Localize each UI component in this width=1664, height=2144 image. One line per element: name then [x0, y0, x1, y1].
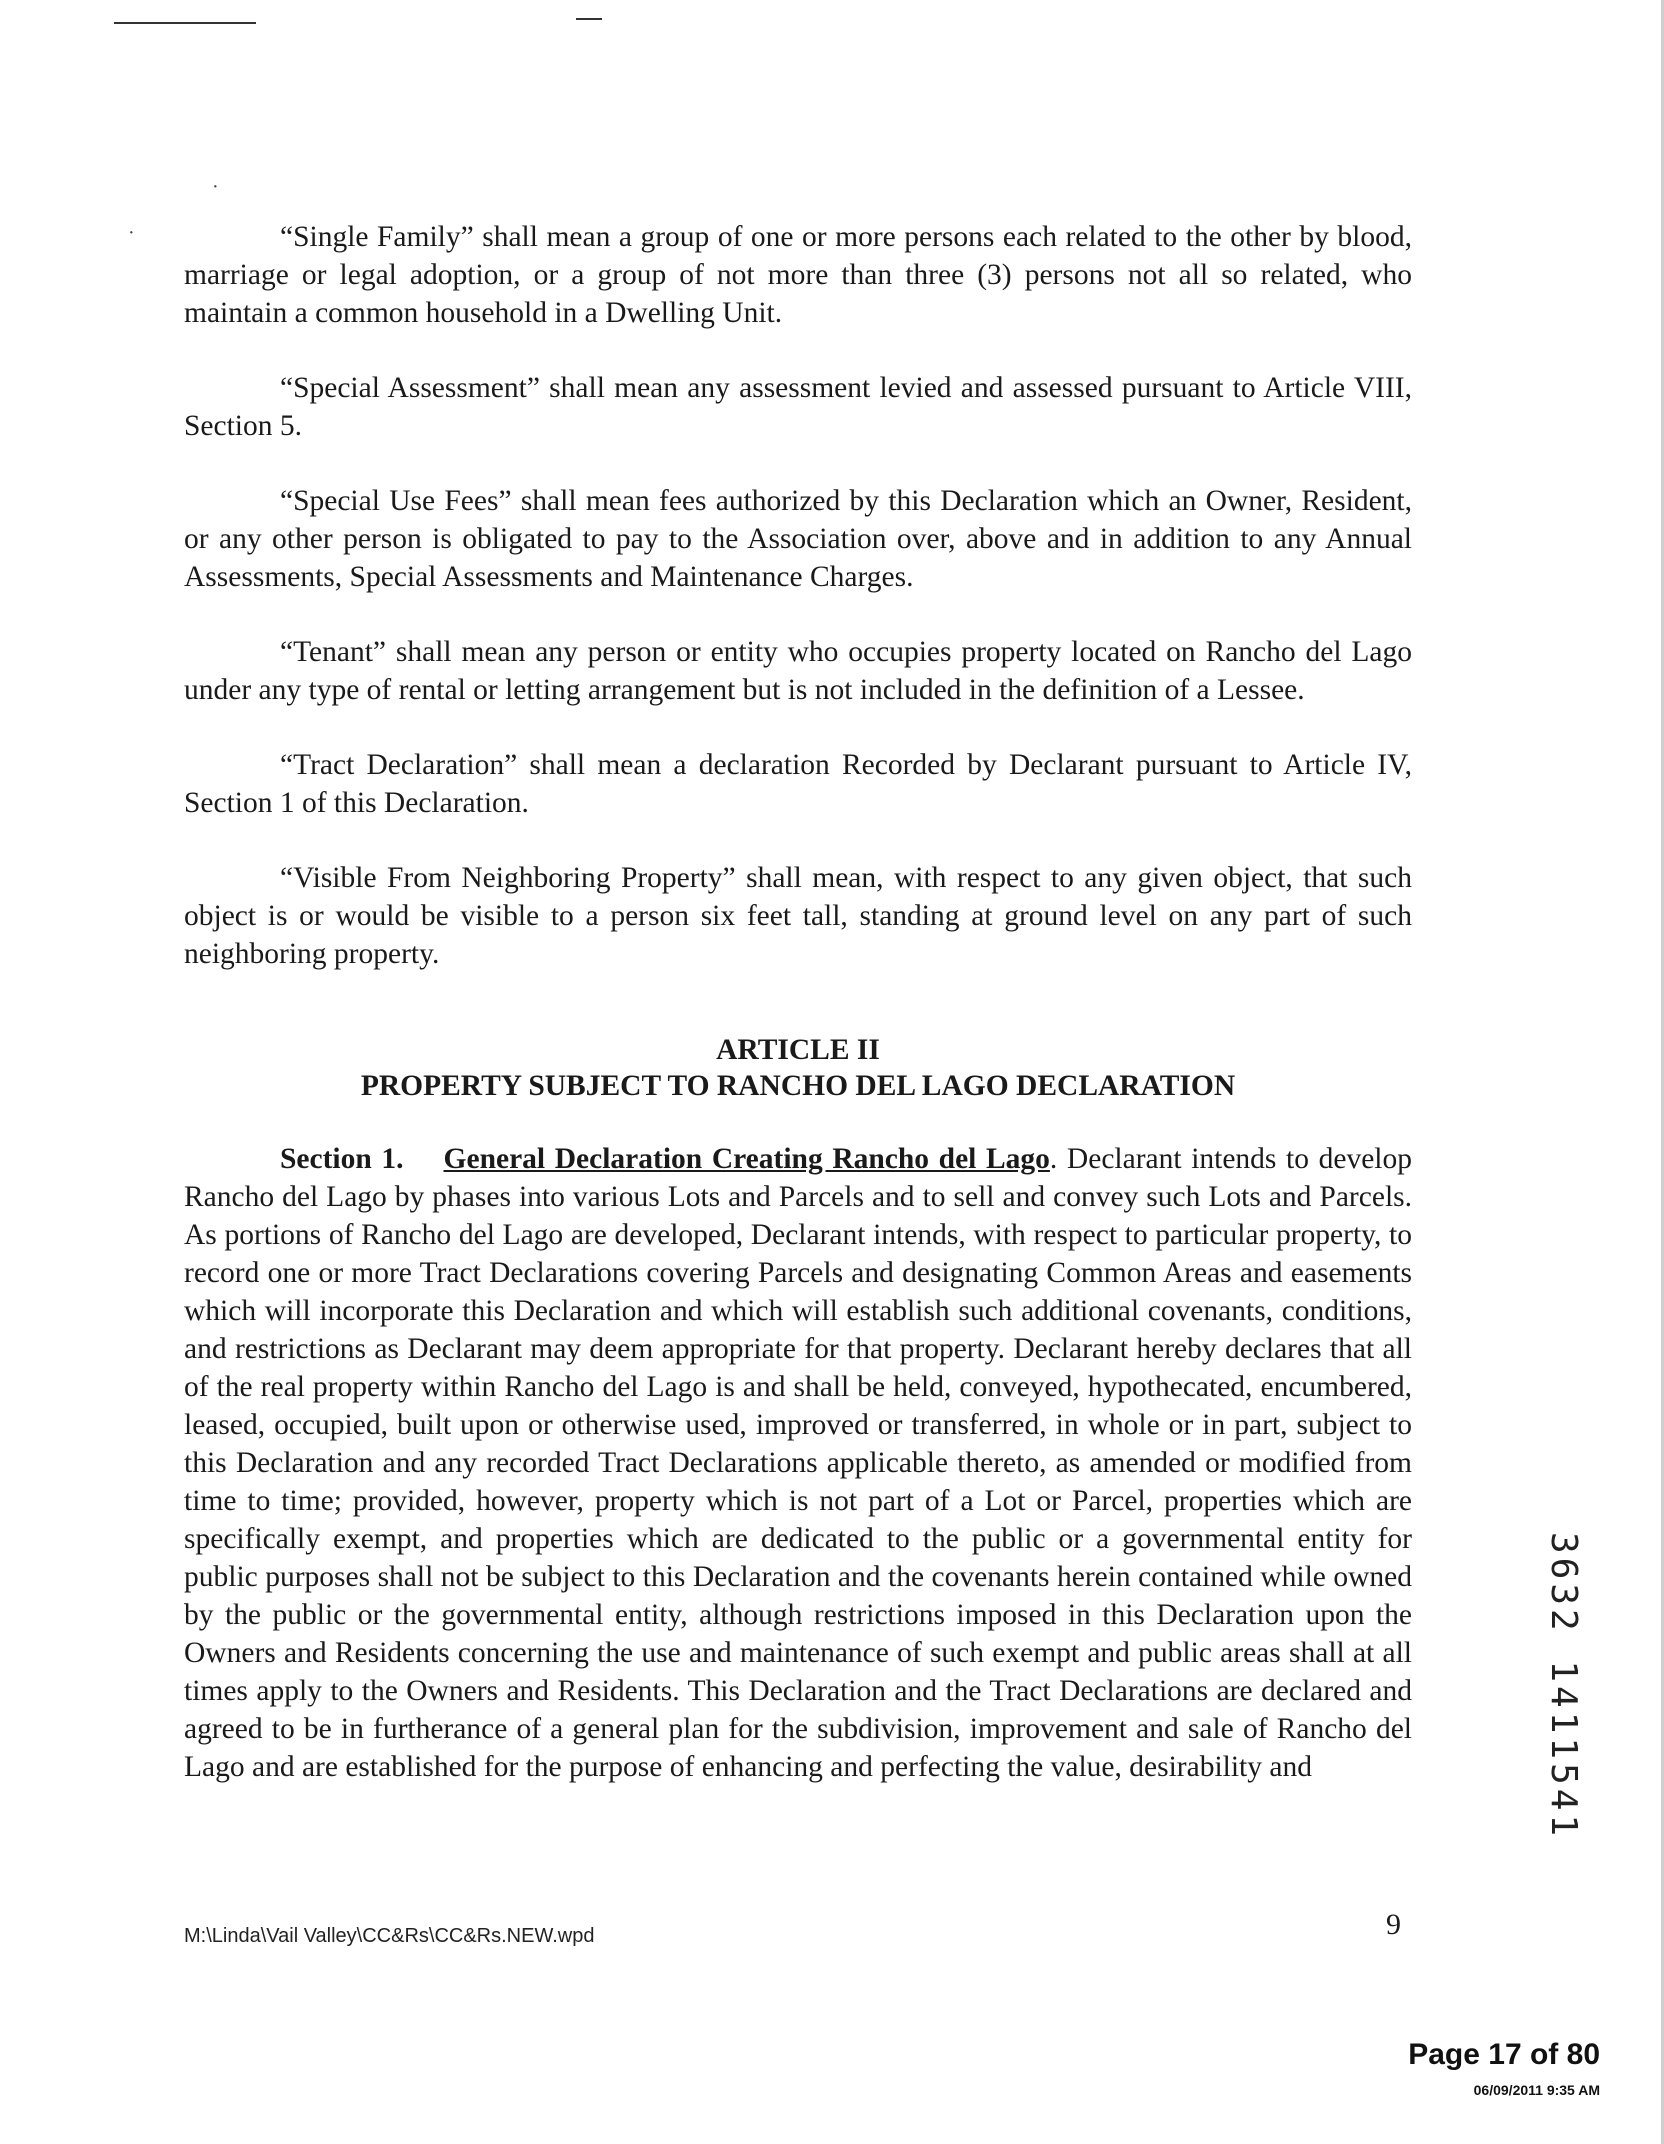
definition-visible-from-neighboring-property: “Visible From Neighboring Property” shall mean, with respect to any given object, that such object is or would be visible to a person six feet tall, standing at ground level on any part of such neighboring property.: [184, 862, 1412, 970]
section-1-label: Section 1.: [280, 1143, 404, 1175]
scan-speck: ·: [212, 176, 219, 198]
scan-speck: ·: [128, 222, 135, 244]
definition-special-use-fees: “Special Use Fees” shall mean fees authorized by this Declaration which an Owner, Resident, or any other person is obligated to pay to the Association over, above and in addition to any Annual Assessments, Special Assessments and Maintenance Charges.: [184, 485, 1412, 593]
footer-file-path: M:\Linda\Vail Valley\CC&Rs\CC&Rs.NEW.wpd: [184, 1925, 595, 1947]
header-rule-left: [114, 22, 256, 24]
side-recording-number: 3632 1411541: [1543, 1531, 1584, 1841]
definition-tenant: “Tenant” shall mean any person or entity who occupies property located on Rancho del Lago under any type of rental or letting arrangement but is not included in the definition of a Lessee.: [184, 636, 1412, 706]
page-number: 9: [1386, 1908, 1401, 1941]
section-1-body: . Declarant intends to develop Rancho del Lago by phases into various Lots and Parcels and to sell and convey such Lots and Parcels. As portions of Rancho del Lago are developed, Declarant intends, with respect to particular property, to record one or more Tract Declarations covering Parcels and designating Common Areas and easements which will incorporate this Declaration and which will establish such additional covenants, conditions, and restrictions as Declarant may deem appropriate for that property. Declarant hereby declares that all of the real property within Rancho del Lago is and shall be held, conveyed, hypothecated, encumbered, leased, occupied, built upon or otherwise used, improved or transferred, in whole or in part, subject to this Declaration and any recorded Tract Declarations applicable thereto, as amended or modified from time to time; provided, however, property which is not part of a Lot or Parcel, properties which are specifically exempt, and properties which are dedicated to the public or a governmental entity for public purposes shall not be subject to this Declaration and the covenants herein contained while owned by the public or the governmental entity, although restrictions imposed in this Declaration upon the Owners and Residents concerning the use and maintenance of such exempt and public areas shall at all times apply to the Owners and Residents. This Declaration and the Tract Declarations are declared and agreed to be in furtherance of a general plan for the subdivision, improvement and sale of Rancho del Lago and are established for the purpose of enhancing and perfecting the value, desirability and: [184, 1143, 1412, 1783]
article-title: PROPERTY SUBJECT TO RANCHO DEL LAGO DECLARATION: [360, 1070, 1236, 1102]
definition-single-family: “Single Family” shall mean a group of one or more persons each related to the other by blood, marriage or legal adoption, or a group of not more than three (3) persons not all so related, who maintain a common household in a Dwelling Unit.: [184, 221, 1412, 329]
article-heading: [184, 1032, 1412, 1104]
recorder-datetime: 06/09/2011 9:35 AM: [1473, 2082, 1600, 2098]
article-number: ARTICLE II: [716, 1034, 880, 1066]
document-body: [184, 218, 1412, 1786]
definition-special-assessment: “Special Assessment” shall mean any assessment levied and assessed pursuant to Article VIII, Section 5.: [184, 372, 1412, 442]
header-rule-center: [576, 18, 602, 20]
section-1-paragraph: [184, 1140, 1412, 1786]
recorder-page-count: Page 17 of 80: [1408, 2038, 1600, 2071]
definition-tract-declaration: “Tract Declaration” shall mean a declaration Recorded by Declarant pursuant to Article IV, Section 1 of this Declaration.: [184, 749, 1412, 819]
section-1-title: General Declaration Creating Rancho del Lago: [443, 1143, 1050, 1175]
